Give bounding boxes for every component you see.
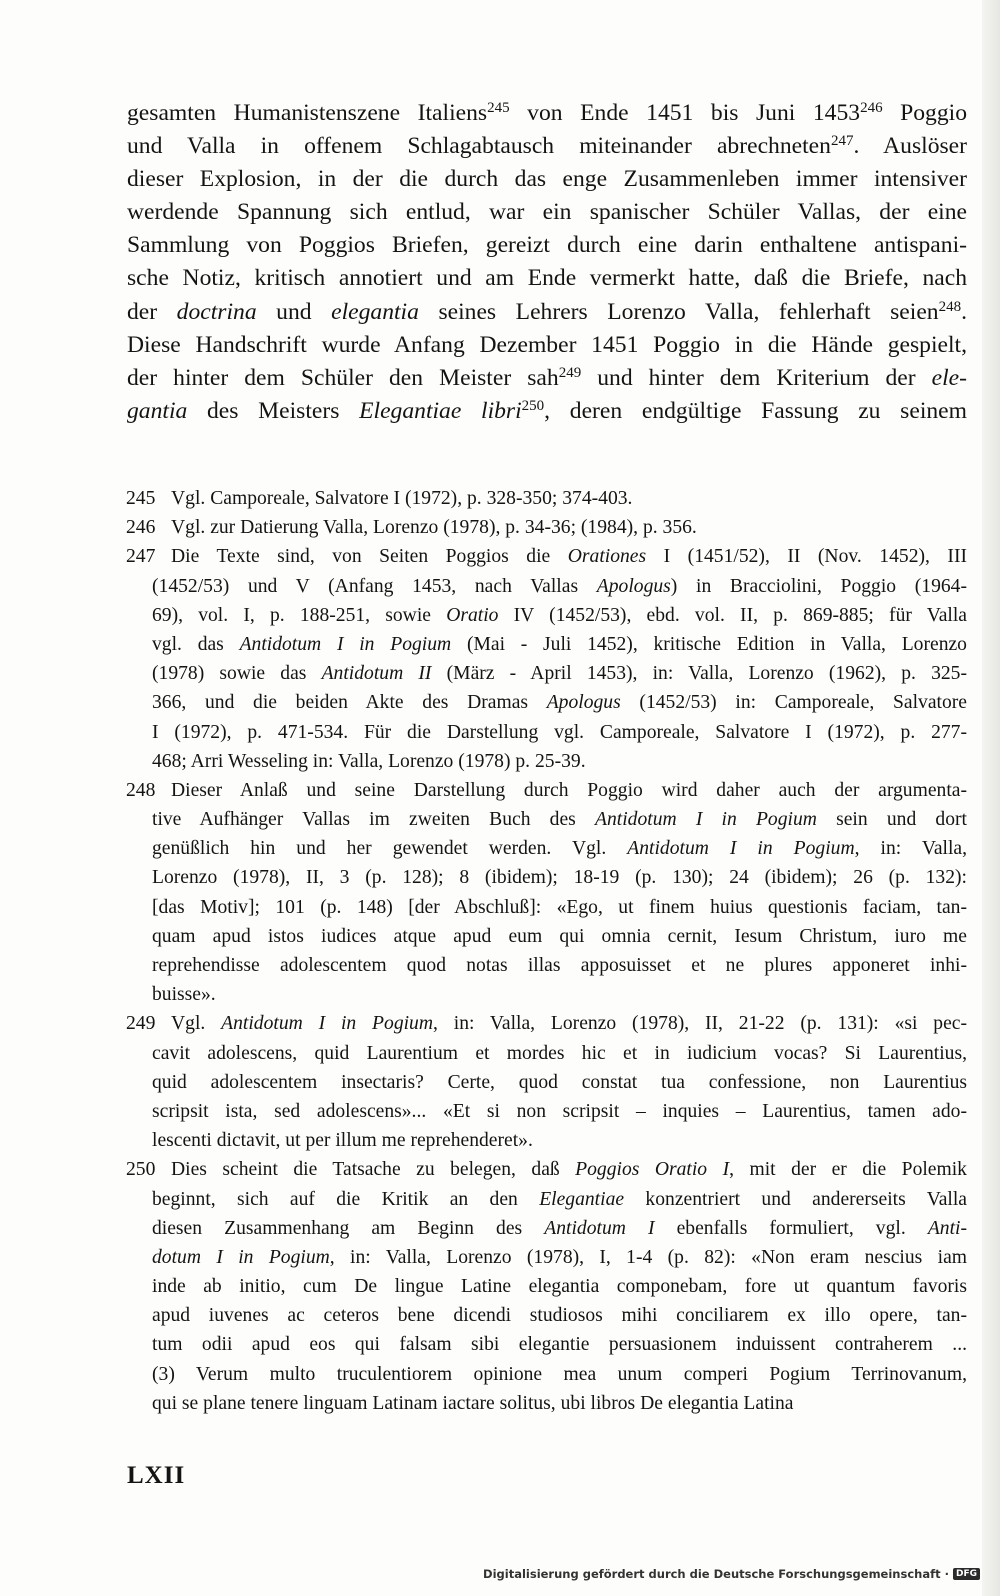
footnote-248	[127, 776, 967, 1010]
text-line: dieser Explosion, in der die durch das enge Zusammenleben immer intensiver	[127, 166, 967, 193]
footnote-line: 69), vol. I, p. 188-251, sowie Oratio IV (1452/53), ebd. vol. II, p. 869-885; für Valla	[152, 604, 967, 626]
footnote-line: inde ab initio, cum De lingue Latine elegantia componebam, fore ut quantum favoris	[152, 1276, 967, 1298]
footnote-line: Dies scheint die Tatsache zu belegen, daß Poggios Oratio I, mit der er die Polemik	[171, 1159, 967, 1181]
footnote-number: 250	[126, 1159, 156, 1181]
footnotes	[127, 484, 967, 1418]
footnote-line: I (1972), p. 471-534. Für die Darstellung vgl. Camporeale, Salvatore I (1972), p. 277-	[152, 721, 967, 743]
text-line: und Valla in offenem Schlagabtausch miteinander abrechneten$^{247}$. Auslöser	[127, 133, 968, 160]
main-text	[127, 97, 967, 428]
text-line: gesamten Humanistenszene Italiens$^{245}$ von Ende 1451 bis Juni 1453$^{246}$ Poggio	[127, 100, 968, 126]
footnote-number: 248	[126, 779, 156, 801]
footnote-line: quam apud istos iudices atque apud eum qui omnia cernit, Iesum Christum, iuro me	[152, 925, 967, 947]
page-number: LXII	[127, 1462, 186, 1489]
text-line: der hinter dem Schüler den Meister sah$^{249}$ und hinter dem Kriterium der ele-	[127, 364, 967, 391]
footnote-line: qui se plane tenere linguam Latinam iactare solitus, ubi libros De elegantia Latina	[152, 1392, 794, 1414]
footnote-line: 468; Arri Wesseling in: Valla, Lorenzo (1978) p. 25-39.	[152, 750, 586, 772]
footnote-247	[127, 542, 967, 776]
footnote-line: [das Motiv]; 101 (p. 148) [der Abschluß]: «Ego, ut finem huius questionis faciam, tan-	[152, 896, 967, 918]
text-line: Sammlung von Poggios Briefen, gereizt durch eine darin enthaltene antispani-	[127, 232, 967, 259]
footnote-246	[127, 513, 967, 542]
footnote-number: 245	[126, 488, 156, 509]
footnote-line: Vgl. zur Datierung Valla, Lorenzo (1978), p. 34-36; (1984), p. 356.	[171, 517, 697, 539]
footnote-line: dotum I in Pogium, in: Valla, Lorenzo (1978), I, 1-4 (p. 82): «Non eram nescius iam	[152, 1246, 968, 1268]
footnote-line: quid adolescentem insectaris? Certe, quod constat tua confessione, non Laurentius	[152, 1071, 967, 1093]
footnote-number: 249	[126, 1013, 156, 1035]
footnote-line: beginnt, sich auf die Kritik an den Elegantiae konzentriert und andererseits Valla	[152, 1188, 967, 1210]
footnote-line: tum odii apud eos qui falsam sibi elegantie persuasionem induissent contraherem ...	[152, 1334, 967, 1356]
footnote-line: diesen Zusammenhang am Beginn des Antidotum I ebenfalls formuliert, vgl. Anti-	[152, 1217, 968, 1239]
page-edge-shadow	[982, 0, 1000, 1596]
footnote-line: genüßlich hin und her gewendet werden. Vgl. Antidotum I in Pogium, in: Valla,	[152, 838, 968, 860]
footnote-line: (1452/53) und V (Anfang 1453, nach Vallas Apologus) in Bracciolini, Poggio (1964-	[152, 575, 967, 597]
footnote-line: Die Texte sind, von Seiten Poggios die Orationes I (1451/52), II (Nov. 1452), III	[171, 546, 967, 568]
footnote-line: (1978) sowie das Antidotum II (März - April 1453), in: Valla, Lorenzo (1962), p. 325-	[152, 663, 967, 685]
footnote-line: Vgl. Antidotum I in Pogium, in: Valla, Lorenzo (1978), II, 21-22 (p. 131): «si pec-	[171, 1013, 968, 1035]
footnote-245	[127, 484, 967, 513]
footnote-line: lescenti dictavit, ut per illum me reprehenderet».	[152, 1130, 533, 1152]
dfg-logo: DFG	[953, 1568, 980, 1580]
footnote-line: tive Aufhänger Vallas im zweiten Buch des Antidotum I in Pogium sein und dort	[152, 809, 967, 831]
digitization-credit	[483, 1567, 980, 1581]
footnote-line: vgl. das Antidotum I in Pogium (Mai - Juli 1452), kritische Edition in Valla, Lorenzo	[152, 633, 967, 655]
footnote-line: scripsit ista, sed adolescens»... «Et si non scripsit – inquies – Laurentius, tamen ado-	[152, 1100, 967, 1122]
footnote-line: Dieser Anlaß und seine Darstellung durch Poggio wird daher auch der argumenta-	[171, 779, 967, 801]
footnote-249	[127, 1009, 967, 1155]
footnote-line: cavit adolescens, quid Laurentium et mordes hic et in iudicium vocas? Si Laurentius,	[152, 1042, 967, 1064]
footnote-line: apud iuvenes ac ceteros bene dicendi studiosos mihi conciliarem ex illo opere, tan-	[152, 1305, 967, 1327]
text-line: werdende Spannung sich entlud, war ein spanischer Schüler Vallas, der eine	[127, 199, 967, 226]
footnote-line: 366, und die beiden Akte des Dramas Apologus (1452/53) in: Camporeale, Salvatore	[152, 692, 967, 714]
credit-text: Digitalisierung gefördert durch die Deutsche Forschungsgemeinschaft ·	[483, 1567, 949, 1581]
footnote-number: 247	[126, 546, 156, 568]
footnote-line: reprehendisse adolescentem quod notas illas apposuisset et ne plures apponeret inhi-	[152, 955, 967, 976]
footnote-number: 246	[126, 517, 156, 539]
text-line: der doctrina und elegantia seines Lehrers Lorenzo Valla, fehlerhaft seien$^{248}$.	[127, 298, 967, 325]
footnote-line: buisse».	[152, 984, 216, 1006]
text-line: Diese Handschrift wurde Anfang Dezember 1451 Poggio in die Hände gespielt,	[127, 331, 967, 358]
footnote-line: (3) Verum multo truculentiorem opinione mea unum comperi Pogium Terrinovanum,	[152, 1363, 967, 1385]
footnote-line: Lorenzo (1978), II, 3 (p. 128); 8 (ibidem); 18-19 (p. 130); 24 (ibidem); 26 (p. 132):	[152, 867, 967, 889]
footnote-250	[127, 1155, 967, 1418]
text-line: gantia des Meisters Elegantiae libri$^{250}$, deren endgültige Fassung zu seinem	[127, 397, 967, 424]
text-line: sche Notiz, kritisch annotiert und am Ende vermerkt hatte, daß die Briefe, nach	[127, 265, 967, 292]
footnote-line: Vgl. Camporeale, Salvatore I (1972), p. 328-350; 374-403.	[171, 488, 633, 509]
